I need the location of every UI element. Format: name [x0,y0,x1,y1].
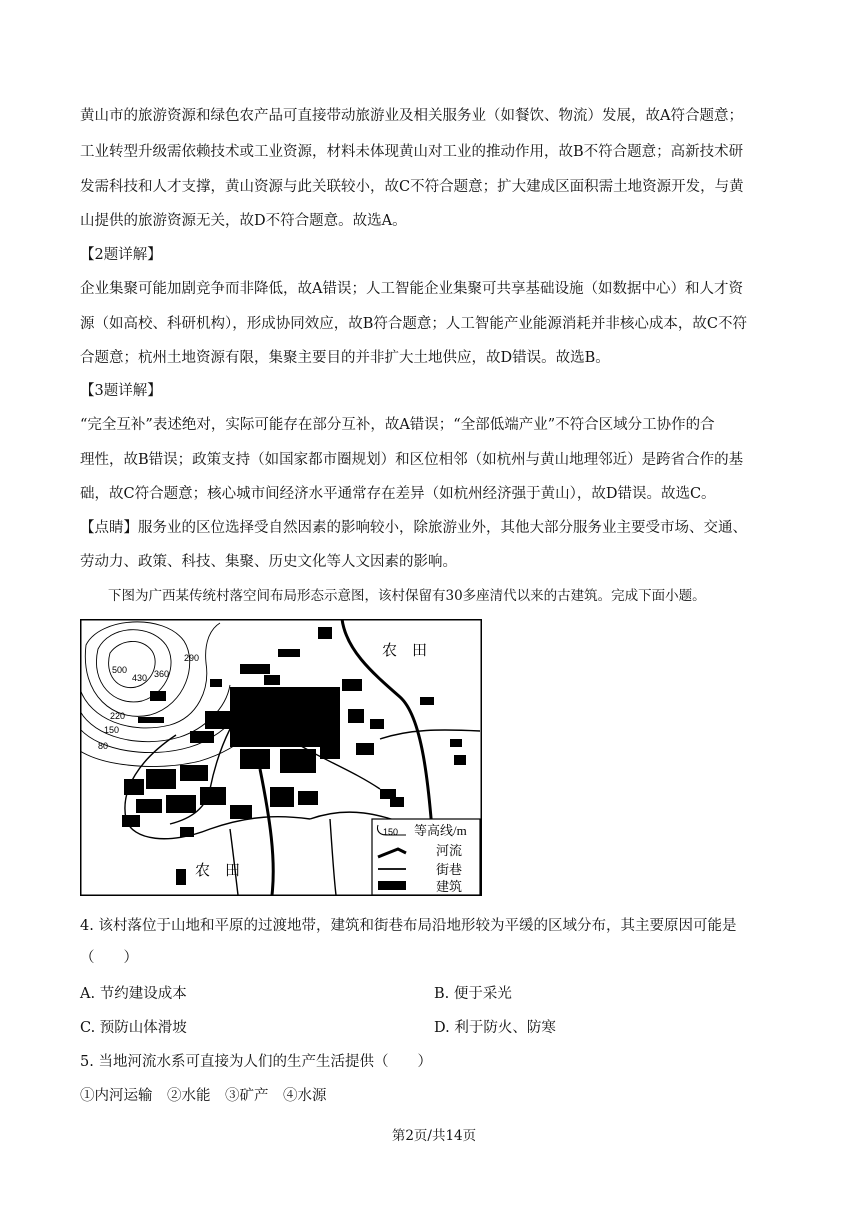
analysis-line: 合题意；杭州土地资源有限，集聚主要目的并非扩大土地供应，故D错误。故选B。 [80,350,610,366]
map-legend [372,819,480,895]
analysis-line: 工业转型升级需依赖技术或工业资源，材料未体现黄山对工业的推动作用，故B不符合题意；高新技术研 [80,144,744,160]
svg-text:等高线/m: 等高线/m [414,823,467,838]
dianjing-line: 【点睛】服务业的区位选择受自然因素的影响较小，除旅游业外，其他大部分服务业主要受市场、交通、 [80,520,747,536]
svg-text:建筑: 建筑 [436,879,463,894]
figure-intro: 下图为广西某传统村落空间布局形态示意图，该村保留有30多座清代以来的古建筑。完成下面小题。 [108,588,706,604]
section-heading-q2: 【2题详解】 [80,247,162,263]
svg-text:290: 290 [184,653,200,663]
svg-text:街巷: 街巷 [436,862,463,877]
q4-option-b[interactable]: B. 便于采光 [434,986,512,1002]
farmland-label-bottom: 农 田 [195,863,241,879]
analysis-line: 础，故C符合题意；核心城市间经济水平通常存在差异（如杭州经济强于黄山），故D错误。故选C。 [80,486,716,502]
svg-text:150: 150 [383,827,399,837]
q4-paren: （ ） [80,950,138,966]
svg-text:500: 500 [112,665,128,675]
q4-option-c[interactable]: C. 预防山体滑坡 [80,1020,187,1036]
svg-text:220: 220 [110,711,126,721]
svg-text:河流: 河流 [436,843,463,858]
q5-stem: 5. 当地河流水系可直接为人们的生产生活提供（ ） [80,1054,432,1070]
q5-items: ①内河运输 ②水能 ③矿产 ④水源 [80,1088,327,1104]
svg-text:80: 80 [98,741,109,751]
farmland-label-top: 农 田 [382,643,428,659]
q4-option-d[interactable]: D. 利于防火、防寒 [434,1020,556,1036]
analysis-line: 黄山市的旅游资源和绿色农产品可直接带动旅游业及相关服务业（如餐饮、物流）发展，故A符合题意； [80,108,743,124]
section-heading-q3: 【3题详解】 [80,383,162,399]
svg-text:360: 360 [154,669,170,679]
svg-text:150: 150 [104,725,120,735]
analysis-line: 山提供的旅游资源无关，故D不符合题意。故选A。 [80,213,407,229]
q4-option-a[interactable]: A. 节约建设成本 [80,986,187,1002]
page-footer: 第2页/共14页 [391,1128,477,1144]
analysis-line: 理性，故B错误；政策支持（如国家都市圈规划）和区位相邻（如杭州与黄山地理邻近）是跨省合作的基 [80,452,744,468]
svg-text:430: 430 [132,673,148,683]
q4-stem: 4. 该村落位于山地和平原的过渡地带，建筑和街巷布局沿地形较为平缓的区域分布，其主要原因可能是 [80,918,737,934]
dianjing-line: 劳动力、政策、科技、集聚、历史文化等人文因素的影响。 [80,554,457,570]
analysis-line: 发需科技和人才支撑，黄山资源与此关联较小，故C不符合题意；扩大建成区面积需土地资源开发，与黄 [80,179,744,195]
analysis-line: “完全互补”表述绝对，实际可能存在部分互补，故A错误；“全部低端产业”不符合区域分工协作的合 [80,417,715,433]
analysis-line: 企业集聚可能加剧竞争而非降低，故A错误；人工智能企业集聚可共享基础设施（如数据中心）和人才资 [80,281,743,297]
analysis-line: 源（如高校、科研机构），形成协同效应，故B符合题意；人工智能产业能源消耗并非核心成本，故C不符 [80,316,747,332]
village-layout-map [80,619,482,896]
